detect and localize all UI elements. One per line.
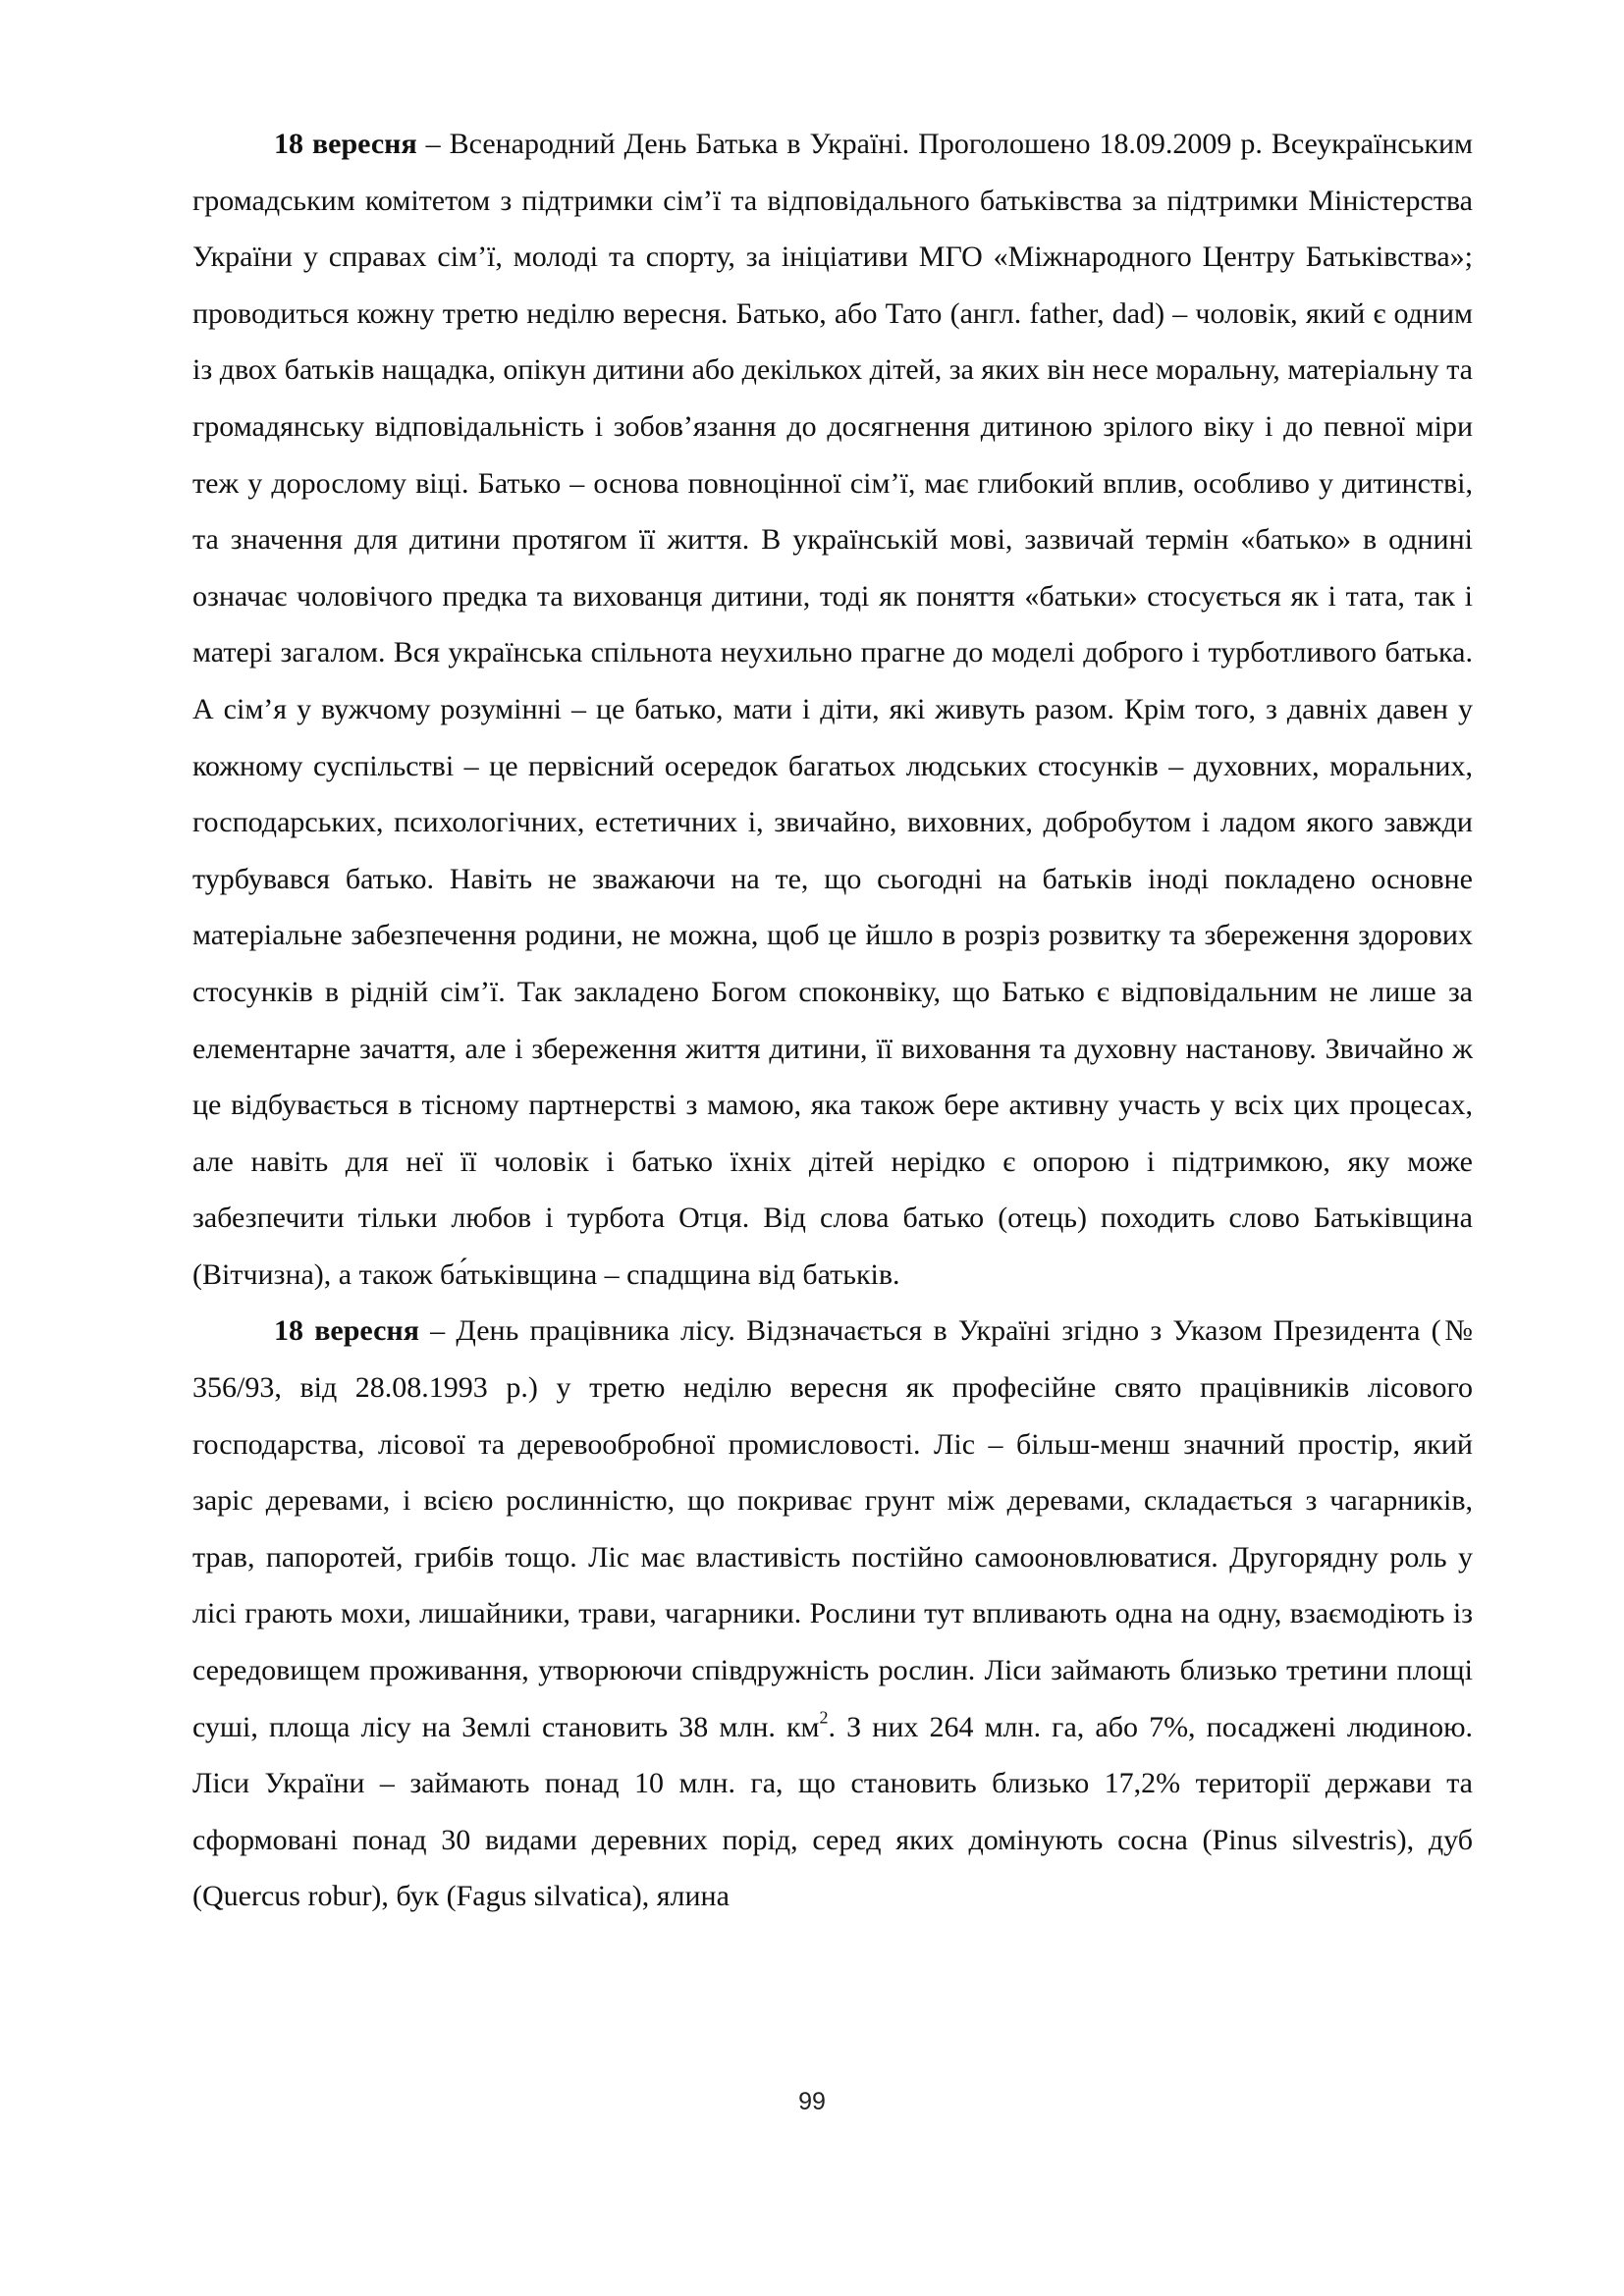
paragraph-fathers-day	[192, 116, 1473, 1303]
paragraph-text: – Всенародний День Батька в Україні. Проголошено 18.09.2009 р. Всеукраїнським громадським комітетом з підтримки сім’ї та відповідального батьківства за підтримки Міністерства України у справах сім’ї, молоді та спорту, за ініціативи МГО «Міжнародного Центру Батьківства»; проводиться кожну третю неділю вересня. Батько, або Тато (англ. father, dad) – чоловік, який є одним із двох батьків нащадка, опікун дитини або декількох дітей, за яких він несе моральну, матеріальну та громадянську відповідальність і зобов’язання до досягнення дитиною зрілого віку і до певної міри теж у дорослому віці. Батько – основа повноцінної сім’ї, має глибокий вплив, особливо у дитинстві, та значення для дитини протягом її життя. В українській мові, зазвичай термін «батько» в однині означає чоловічого предка та вихованця дитини, тоді як поняття «батьки» стосується як і тата, так і матері загалом. Вся українська спільнота неухильно прагне до моделі доброго і турботливого батька. А сім’я у вужчому розумінні – це батько, мати і діти, які живуть разом. Крім того, з давніх давен у кожному суспільстві – це первісний осередок багатьох людських стосунків – духовних, моральних, господарських, психологічних, естетичних і, звичайно, виховних, добробутом і ладом якого завжди турбувався батько. Навіть не зважаючи на те, що сьогодні на батьків іноді покладено основне матеріальне забезпечення родини, не можна, щоб це йшло в розріз розвитку та збереження здорових стосунків в рідній сім’ї. Так закладено Богом споконвіку, що Батько є відповідальним не лише за елементарне зачаття, але і збереження життя дитини, її виховання та духовну настанову. Звичайно ж це відбувається в тісному партнерстві з мамою, яка також бере активну участь у всіх цих процесах, але навіть для неї її чоловік і батько їхніх дітей нерідко є опорою і підтримкою, яку може забезпечити тільки любов і турбота Отця. Від слова батько (отець) походить слово Батьківщина (Вітчизна), а також ба́тьківщина – спадщина від батьків.	[192, 128, 1473, 1291]
paragraph-text-continued: . З них 264 млн. га, або 7%, посаджені людиною. Ліси України – займають понад 10 млн. га, що становить близько 17,2% території держави та сформовані понад 30 видами деревних порід, серед яких домінують сосна (Pinus silvestris), дуб (Quercus robur), бук (Fagus silvatica), ялина	[192, 1710, 1473, 1913]
paragraph-date: 18 вересня	[274, 128, 417, 160]
superscript: 2	[819, 1707, 829, 1728]
paragraph-date: 18 вересня	[274, 1314, 419, 1348]
page-body	[192, 116, 1473, 1925]
paragraph-text: – День працівника лісу. Відзначається в Україні згідно з Указом Президента (№ 356/93, від 28.08.1993 р.) у третю неділю вересня як професійне свято працівників лісового господарства, лісової та деревообробної промисловості. Ліс – більш-менш значний простір, який заріс деревами, і всією рослинністю, що покриває грунт між деревами, складається з чагарників, трав, папоротей, грибів тощо. Ліс має властивість постійно самооновлюватися. Другорядну роль у лісі грають мохи, лишайники, трави, чагарники. Рослини тут впливають одна на одну, взаємодіють із середовищем проживання, утворюючи співдружність рослин. Ліси займають близько третини площі суші, площа лісу на Землі становить 38 млн. км	[192, 1314, 1473, 1743]
paragraph-forest-worker-day	[192, 1303, 1473, 1925]
page-number: 99	[798, 2088, 826, 2115]
